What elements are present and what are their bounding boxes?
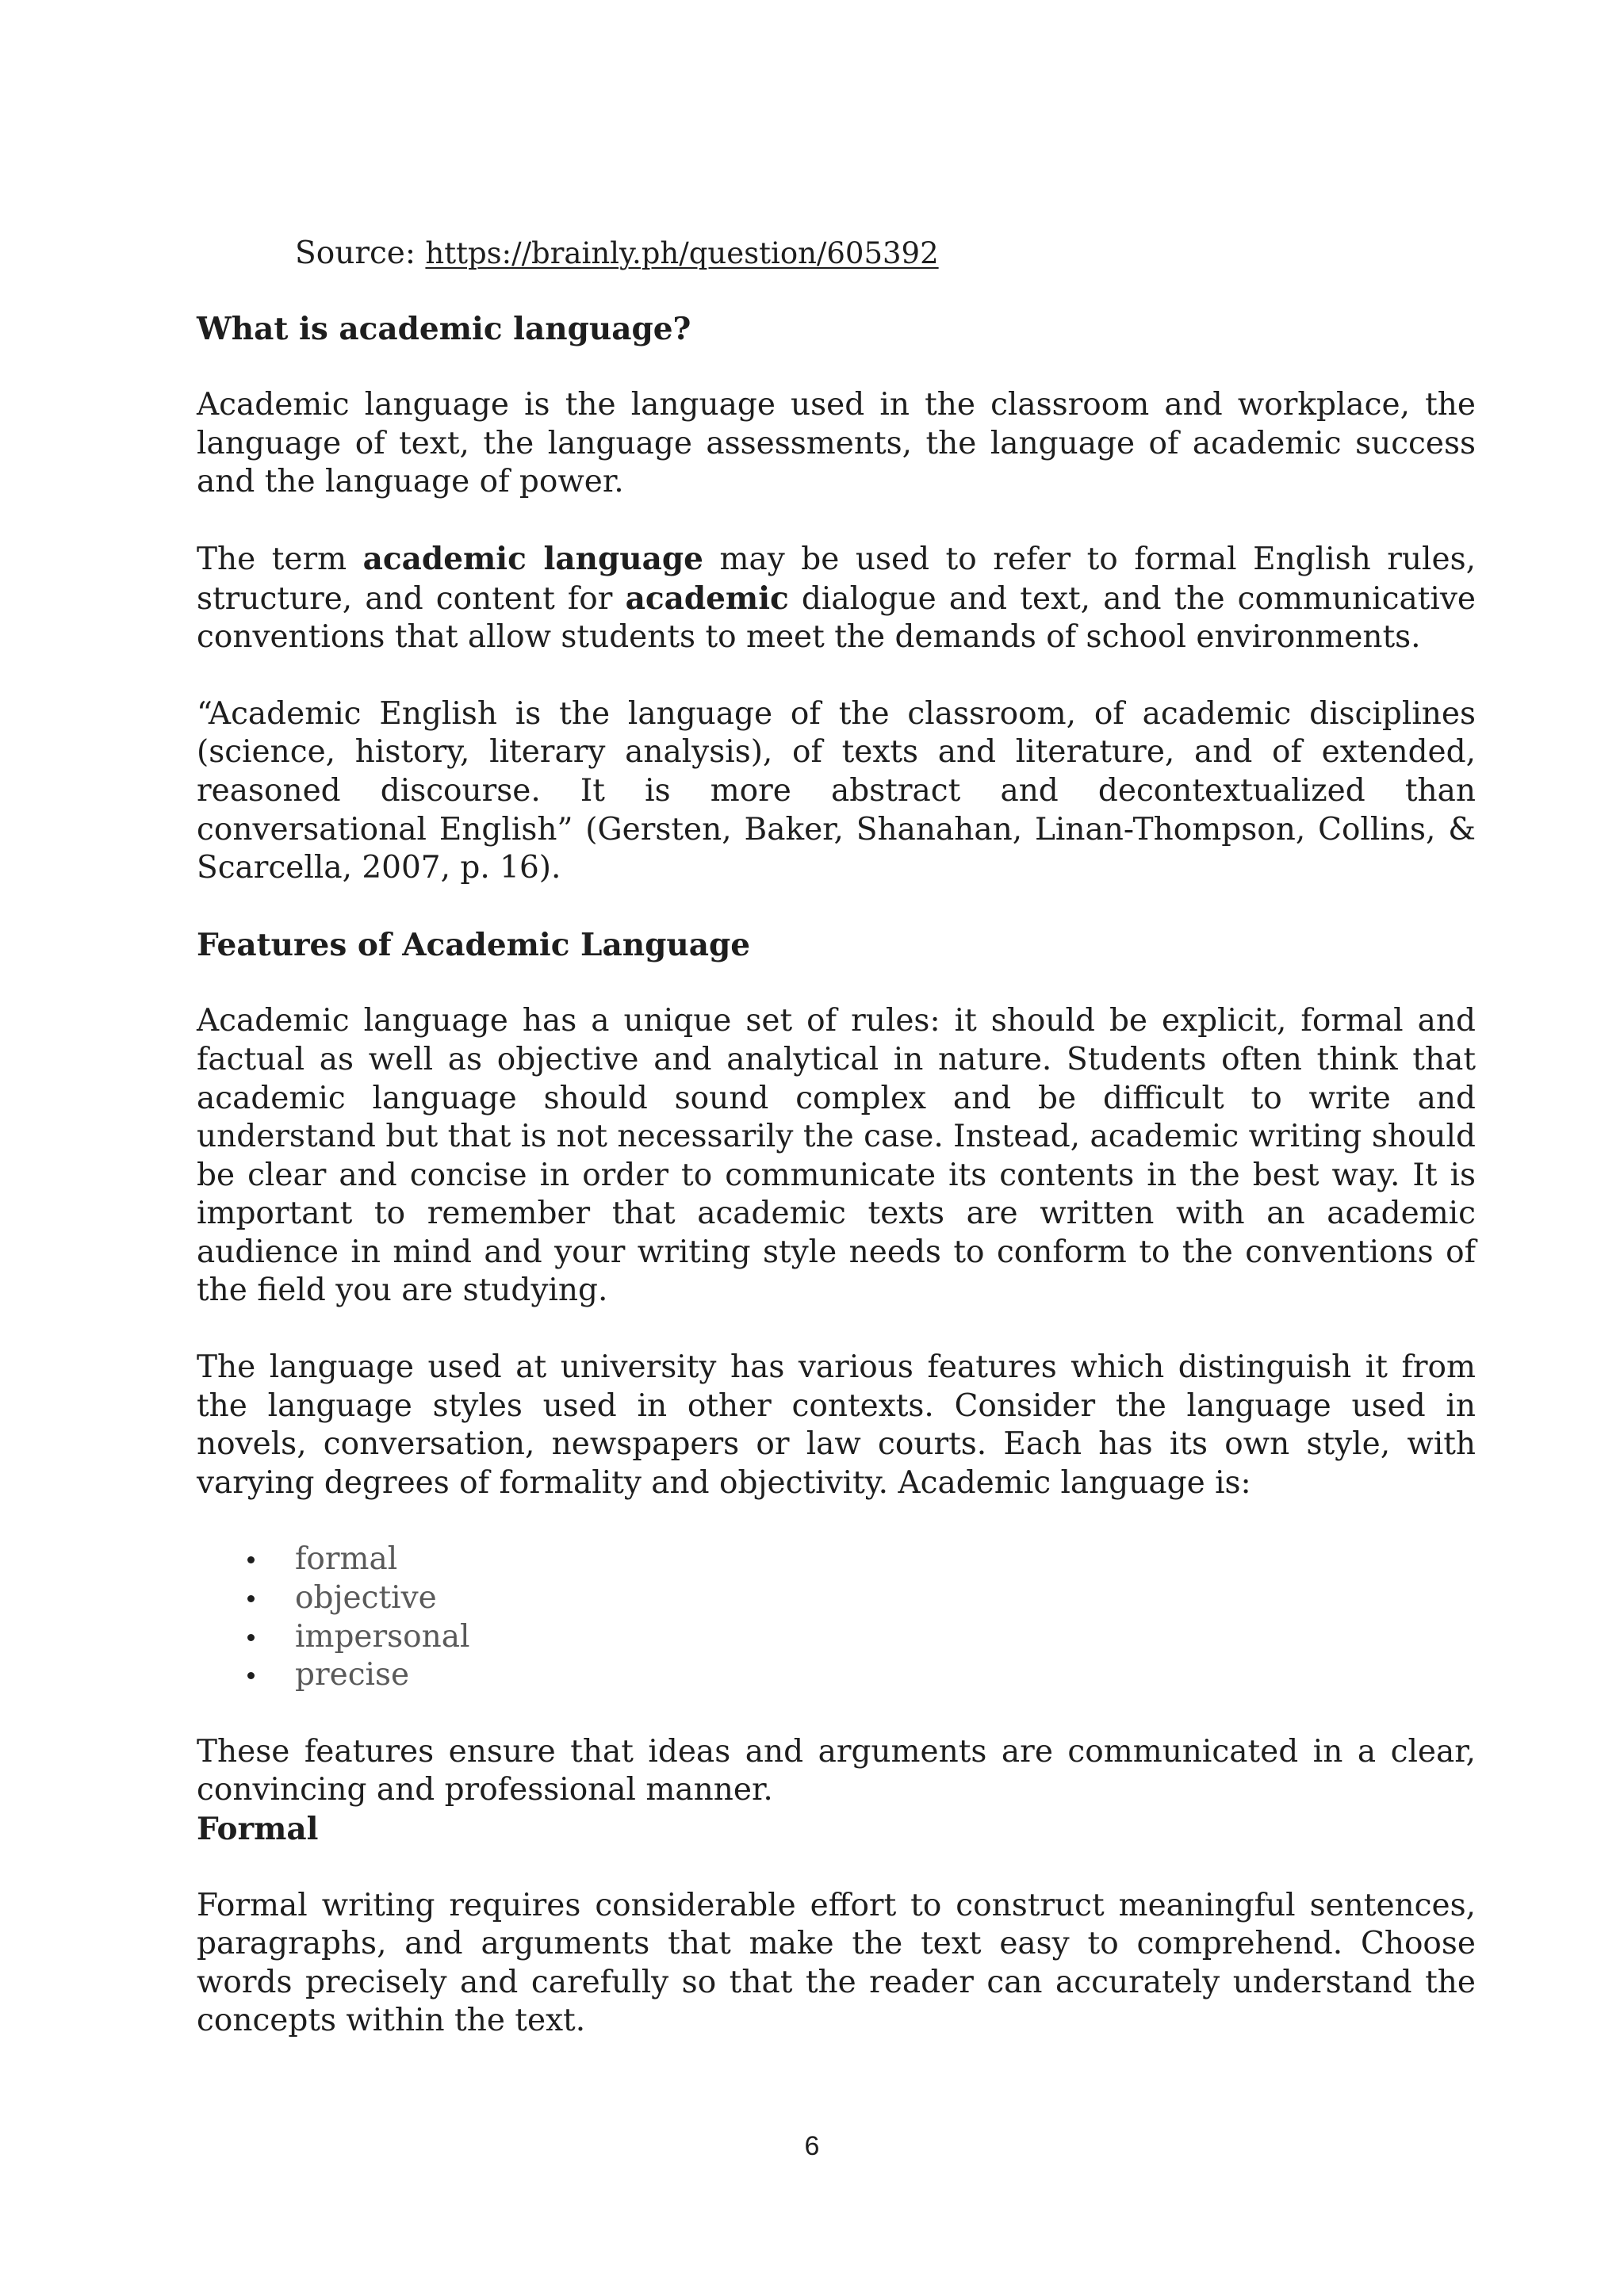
term-bold-academic-language: academic language: [362, 540, 703, 577]
list-item: [197, 1579, 1476, 1618]
page-number: 6: [804, 2131, 820, 2161]
page-content: [197, 235, 1476, 2041]
paragraph-term: [197, 540, 1476, 657]
paragraph-features-university: The language used at university has various features which distinguish it from the language styles used in other contexts. Consider the language used in novels, conversation, newspapers or law courts. Each has its own style, with varying degrees of formality and objectivity. Academic language is:: [197, 1349, 1476, 1501]
paragraph-formal: Formal writing requires considerable effort to construct meaningful sentences, paragraphs, and arguments that make the text easy to comprehend. Choose words precisely and carefully so that the reader can accurately understand the concepts within the text.: [197, 1887, 1476, 2039]
features-list: [197, 1540, 1476, 1694]
bullet-icon: [247, 1595, 255, 1602]
paragraph-definition: Academic language is the language used in the classroom and workplace, the language of text, the language assessments, the language of academic success and the language of power.: [197, 387, 1476, 500]
list-item-label: impersonal: [295, 1618, 470, 1655]
source-line: [295, 235, 1476, 274]
paragraph-features-ensure: These features ensure that ideas and arguments are communicated in a clear, convincing and professional manner.: [197, 1733, 1476, 1808]
term-text-3: dialogue and text, and the communicative conventions that allow students to meet the demands of school environments.: [197, 580, 1476, 656]
list-item-label: precise: [295, 1657, 410, 1693]
heading-formal: Formal: [197, 1811, 319, 1847]
bullet-icon: [247, 1634, 255, 1641]
source-label: Source:: [295, 235, 426, 271]
heading-features: Features of Academic Language: [197, 926, 751, 963]
bullet-icon: [247, 1672, 255, 1679]
list-item: [197, 1656, 1476, 1695]
list-item: [197, 1540, 1476, 1579]
heading-what-is-academic-language: What is academic language?: [197, 310, 691, 347]
paragraph-quote: “Academic English is the language of the classroom, of academic disciplines (science, history, literary analysis), of texts and literature, and of extended, reasoned discourse. It is more abstract and decontextualized than conversational English” (Gersten, Baker, Shanahan, Linan-Thompson, Collins, & Scarcella, 2007, p. 16).: [197, 695, 1476, 886]
bullet-icon: [247, 1556, 255, 1563]
source-link[interactable]: https://brainly.ph/question/605392: [425, 236, 939, 270]
list-item-label: formal: [295, 1541, 398, 1578]
term-text-2: may be used to refer to formal English rules, structure, and content for: [197, 541, 1476, 617]
term-text-1: The term: [197, 541, 363, 577]
list-item: [197, 1618, 1476, 1657]
term-bold-academic: academic: [625, 580, 789, 617]
paragraph-features-rules: Academic language has a unique set of rules: it should be explicit, formal and factual as well as objective and analytical in nature. Students often think that academic language should sound complex and be difficult to write and understand but that is not necessarily the case. Instead, academic writing should be clear and concise in order to communicate its contents in the best way. It is important to remember that academic texts are written with an academic audience in mind and your writing style needs to conform to the conventions of the field you are studying.: [197, 1003, 1476, 1309]
list-item-label: objective: [295, 1580, 437, 1617]
